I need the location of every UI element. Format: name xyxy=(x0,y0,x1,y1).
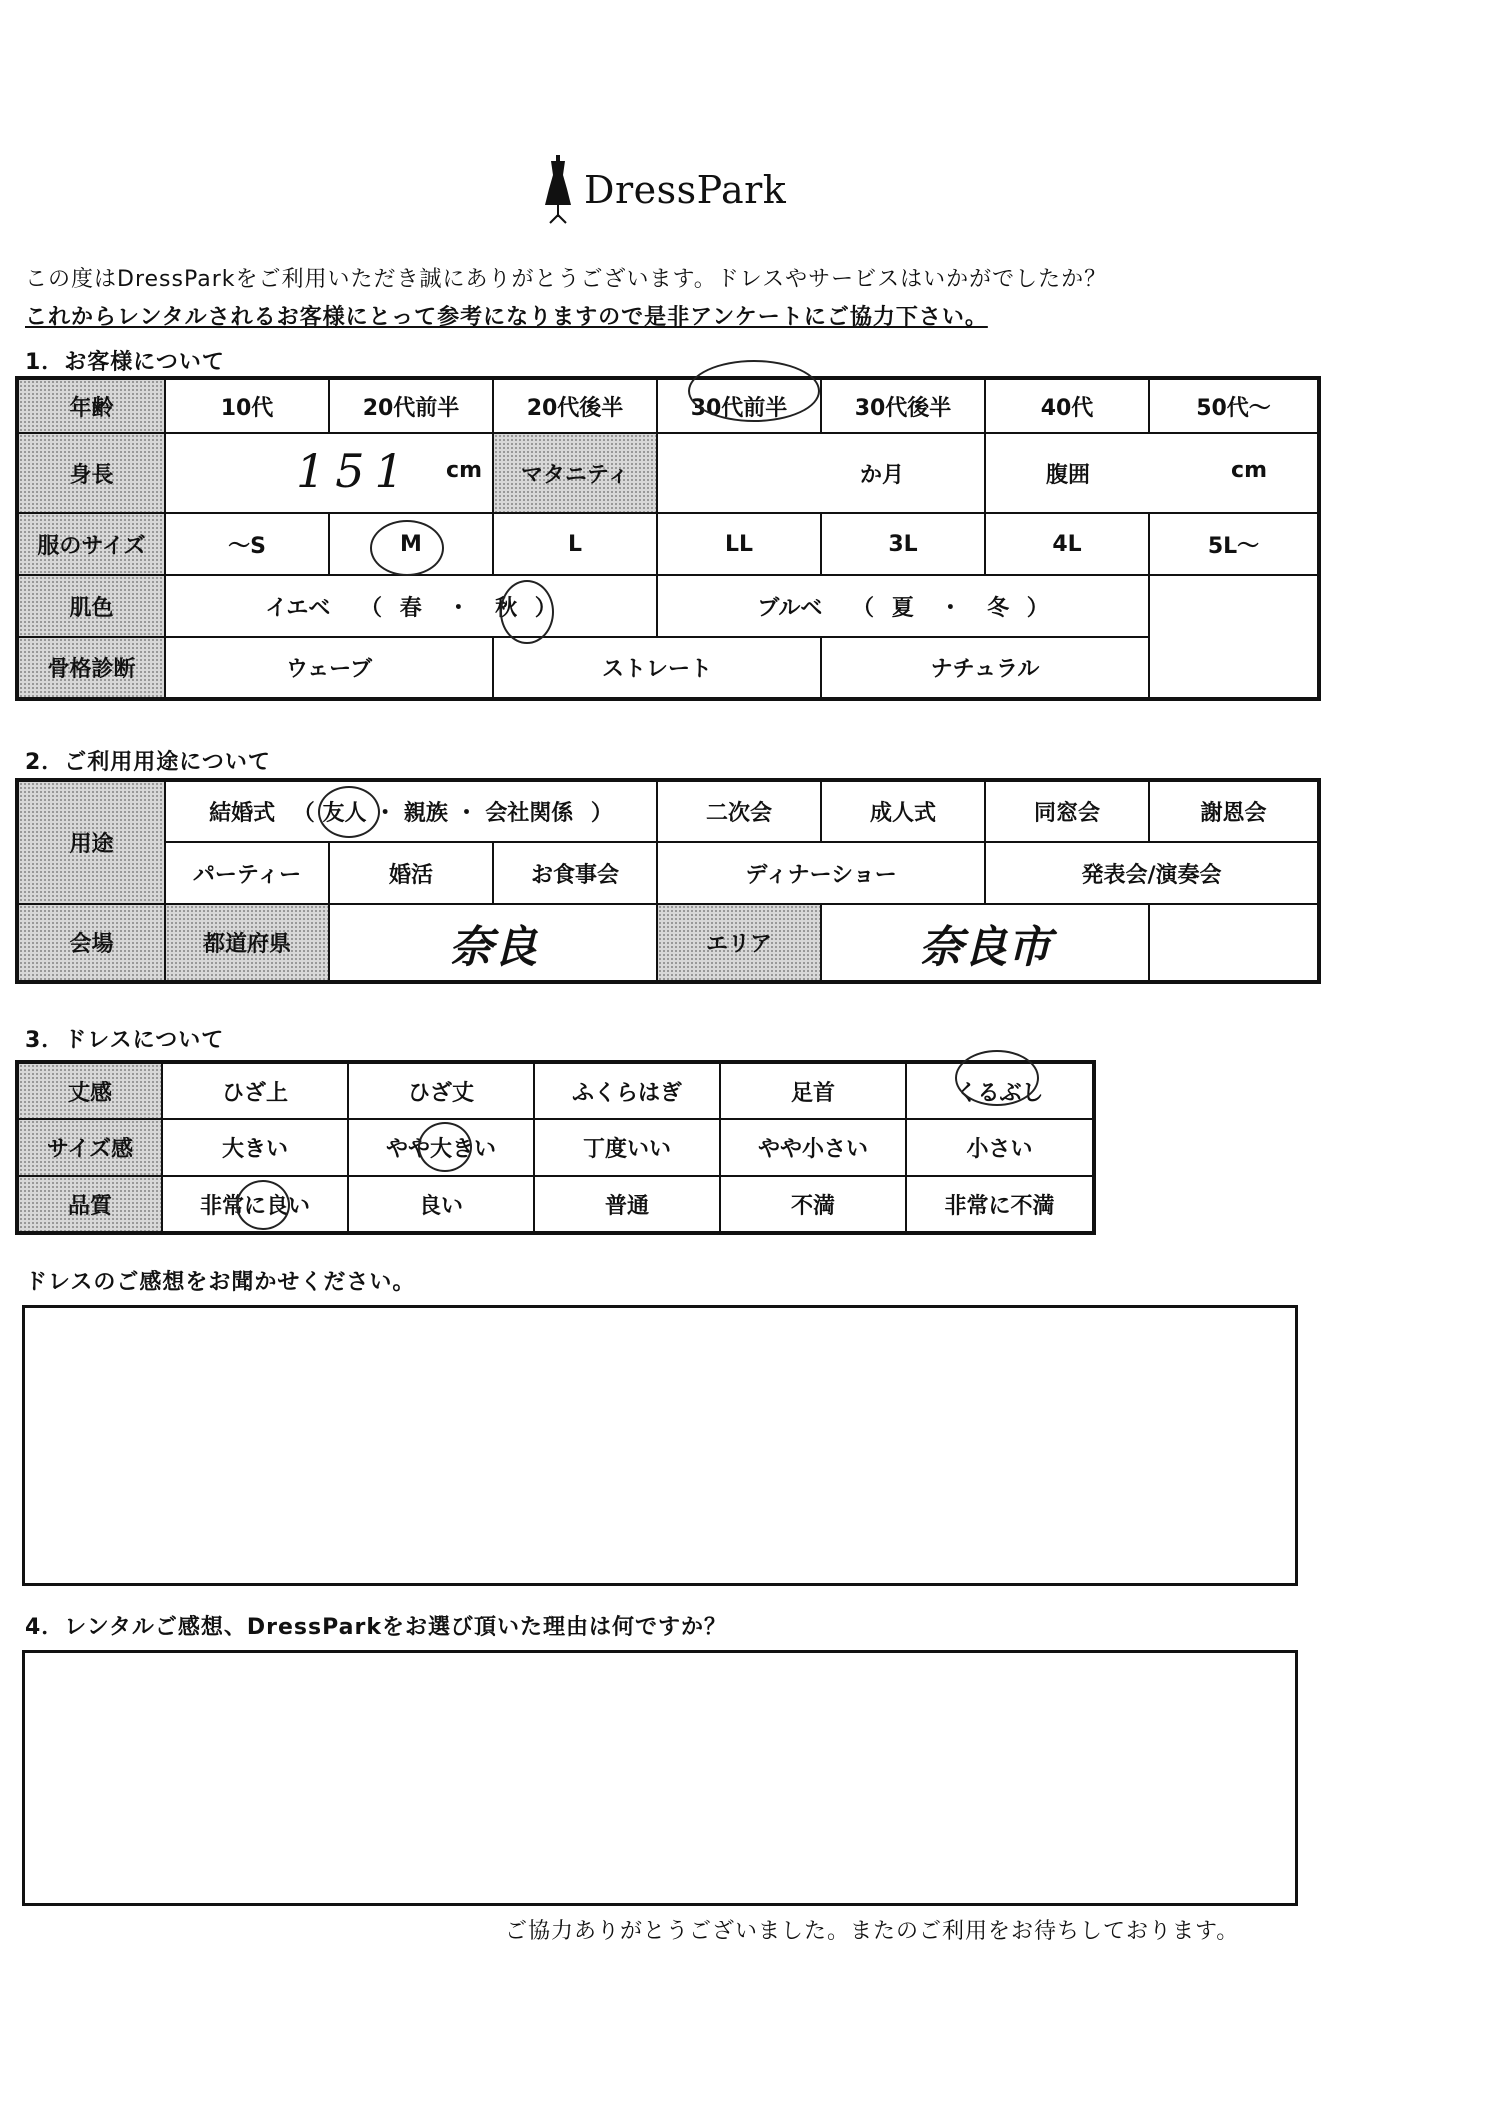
wedding-option[interactable] xyxy=(165,780,657,842)
fit-option[interactable]: やや小さい xyxy=(720,1119,906,1176)
height-row xyxy=(17,433,1319,513)
frame-option[interactable]: ウェーブ xyxy=(165,637,493,699)
purpose-label: 用途 xyxy=(17,780,165,904)
age-option[interactable]: 20代前半 xyxy=(329,378,493,433)
yellow-base-text: イエベ xyxy=(265,595,331,621)
age-option[interactable]: 40代 xyxy=(985,378,1149,433)
size-option[interactable]: LL xyxy=(657,513,821,575)
paren: ） xyxy=(590,801,613,826)
quality-option[interactable]: 良い xyxy=(348,1176,534,1233)
size-option[interactable]: 4L xyxy=(985,513,1149,575)
usage-option[interactable]: 謝恩会 xyxy=(1149,780,1319,842)
blue-base-text: ブルベ xyxy=(757,595,823,621)
intro-request-text: これからレンタルされるお客様にとって参考になりますので是非アンケートにご協力下さい。 xyxy=(25,305,988,330)
height-unit: cm xyxy=(446,458,482,483)
height-value: 151 xyxy=(296,444,414,498)
customer-info-table xyxy=(15,376,1321,701)
area-field[interactable]: 奈良市 xyxy=(821,904,1149,982)
dress-comment-prompt: ドレスのご感想をお聞かせください。 xyxy=(25,1270,416,1295)
venue-label: 会場 xyxy=(17,904,165,982)
fit-option[interactable]: 小さい xyxy=(906,1119,1094,1176)
quality-option[interactable]: 不満 xyxy=(720,1176,906,1233)
usage-option[interactable]: 同窓会 xyxy=(985,780,1149,842)
length-option[interactable]: 足首 xyxy=(720,1062,906,1119)
height-label: 身長 xyxy=(17,433,165,513)
winter-option[interactable]: 冬 xyxy=(987,595,1010,621)
fit-option[interactable]: 大きい xyxy=(162,1119,348,1176)
age-option[interactable]: 20代後半 xyxy=(493,378,657,433)
separator: ・ xyxy=(939,595,962,621)
usage-option[interactable]: 成人式 xyxy=(821,780,985,842)
intro-thanks-text: この度はDressParkをご利用いただき誠にありがとうございます。ドレスやサービスはいかがでしたか？ xyxy=(25,267,1108,292)
waist-field[interactable] xyxy=(985,433,1319,513)
skin-row xyxy=(17,575,1319,637)
paren: （ xyxy=(852,595,875,621)
frame-row xyxy=(17,637,1319,699)
dress-form-icon xyxy=(540,155,576,225)
months-unit: か月 xyxy=(859,462,904,488)
venue-row xyxy=(17,904,1319,982)
frame-option[interactable]: ナチュラル xyxy=(821,637,1149,699)
age-option-selected[interactable]: 30代前半 xyxy=(657,378,821,433)
dresspark-logo xyxy=(540,150,786,230)
empty-cell xyxy=(1149,575,1319,637)
prefecture-label: 都道府県 xyxy=(165,904,329,982)
summer-option[interactable]: 夏 xyxy=(891,595,914,621)
section2-title: 2．ご利用用途について xyxy=(25,750,271,775)
paren: ） xyxy=(1026,595,1049,621)
empty-cell xyxy=(1149,904,1319,982)
spring-option[interactable]: 春 xyxy=(399,595,422,621)
usage-option[interactable]: 婚活 xyxy=(329,842,493,904)
separator: ・ xyxy=(455,801,478,826)
fit-option[interactable]: 丁度いい xyxy=(534,1119,720,1176)
usage-option[interactable]: 発表会/演奏会 xyxy=(985,842,1319,904)
prefecture-field[interactable]: 奈良 xyxy=(329,904,657,982)
skin-label: 肌色 xyxy=(17,575,165,637)
frame-option[interactable]: ストレート xyxy=(493,637,821,699)
fit-label: サイズ感 xyxy=(17,1119,162,1176)
wedding-label: 結婚式 xyxy=(209,801,276,826)
usage-row-1 xyxy=(17,780,1319,842)
length-option-selected[interactable]: くるぶし xyxy=(906,1062,1094,1119)
paren: ） xyxy=(534,595,557,621)
wedding-friend-option-selected[interactable]: 友人 xyxy=(322,801,367,826)
autumn-option-selected[interactable]: 秋 xyxy=(495,595,518,621)
usage-option[interactable]: ディナーショー xyxy=(657,842,985,904)
wedding-family-option[interactable]: 親族 xyxy=(403,801,448,826)
usage-row-2 xyxy=(17,842,1319,904)
quality-option[interactable]: 普通 xyxy=(534,1176,720,1233)
usage-table xyxy=(15,778,1321,984)
maternity-label: マタニティ xyxy=(493,433,657,513)
age-option[interactable]: 50代〜 xyxy=(1149,378,1319,433)
section3-title: 3．ドレスについて xyxy=(25,1028,225,1053)
fit-row xyxy=(17,1119,1094,1176)
paren: （ xyxy=(292,801,315,826)
separator: ・ xyxy=(374,801,397,826)
size-option-selected[interactable]: M xyxy=(329,513,493,575)
usage-option[interactable]: お食事会 xyxy=(493,842,657,904)
section1-title: 1．お客様について xyxy=(25,350,225,375)
size-option[interactable]: 〜S xyxy=(165,513,329,575)
quality-option-selected[interactable]: 非常に良い xyxy=(162,1176,348,1233)
usage-option[interactable]: パーティー xyxy=(165,842,329,904)
area-label: エリア xyxy=(657,904,821,982)
size-row xyxy=(17,513,1319,575)
length-option[interactable]: ふくらはぎ xyxy=(534,1062,720,1119)
age-option[interactable]: 10代 xyxy=(165,378,329,433)
size-option[interactable]: 5L〜 xyxy=(1149,513,1319,575)
maternity-months-field[interactable] xyxy=(657,433,985,513)
quality-label: 品質 xyxy=(17,1176,162,1233)
usage-option[interactable]: 二次会 xyxy=(657,780,821,842)
quality-option[interactable]: 非常に不満 xyxy=(906,1176,1094,1233)
length-option[interactable]: ひざ上 xyxy=(162,1062,348,1119)
paren: （ xyxy=(360,595,383,621)
height-field[interactable] xyxy=(165,433,493,513)
wedding-company-option[interactable]: 会社関係 xyxy=(485,801,574,826)
size-option[interactable]: 3L xyxy=(821,513,985,575)
age-option[interactable]: 30代後半 xyxy=(821,378,985,433)
frame-label: 骨格診断 xyxy=(17,637,165,699)
size-option[interactable]: L xyxy=(493,513,657,575)
quality-row xyxy=(17,1176,1094,1233)
separator: ・ xyxy=(447,595,470,621)
dress-comment-box[interactable] xyxy=(22,1305,1298,1586)
logo-text: DressPark xyxy=(584,168,787,212)
waist-label: 腹囲 xyxy=(1046,463,1091,488)
dress-table xyxy=(15,1060,1096,1235)
blue-base-option[interactable] xyxy=(657,575,1149,637)
size-label: 服のサイズ xyxy=(17,513,165,575)
length-row xyxy=(17,1062,1094,1119)
empty-cell xyxy=(1149,637,1319,699)
length-option[interactable]: ひざ丈 xyxy=(348,1062,534,1119)
age-row xyxy=(17,378,1319,433)
yellow-base-option[interactable] xyxy=(165,575,657,637)
rental-comment-box[interactable] xyxy=(22,1650,1298,1906)
fit-option-selected[interactable]: やや大きい xyxy=(348,1119,534,1176)
waist-unit: cm xyxy=(1231,458,1267,483)
age-label: 年齢 xyxy=(17,378,165,433)
closing-thanks-text: ご協力ありがとうございました。またのご利用をお待ちしております。 xyxy=(505,1919,1240,1944)
length-label: 丈感 xyxy=(17,1062,162,1119)
section4-title: 4．レンタルご感想、DressParkをお選び頂いた理由は何ですか？ xyxy=(25,1615,727,1640)
